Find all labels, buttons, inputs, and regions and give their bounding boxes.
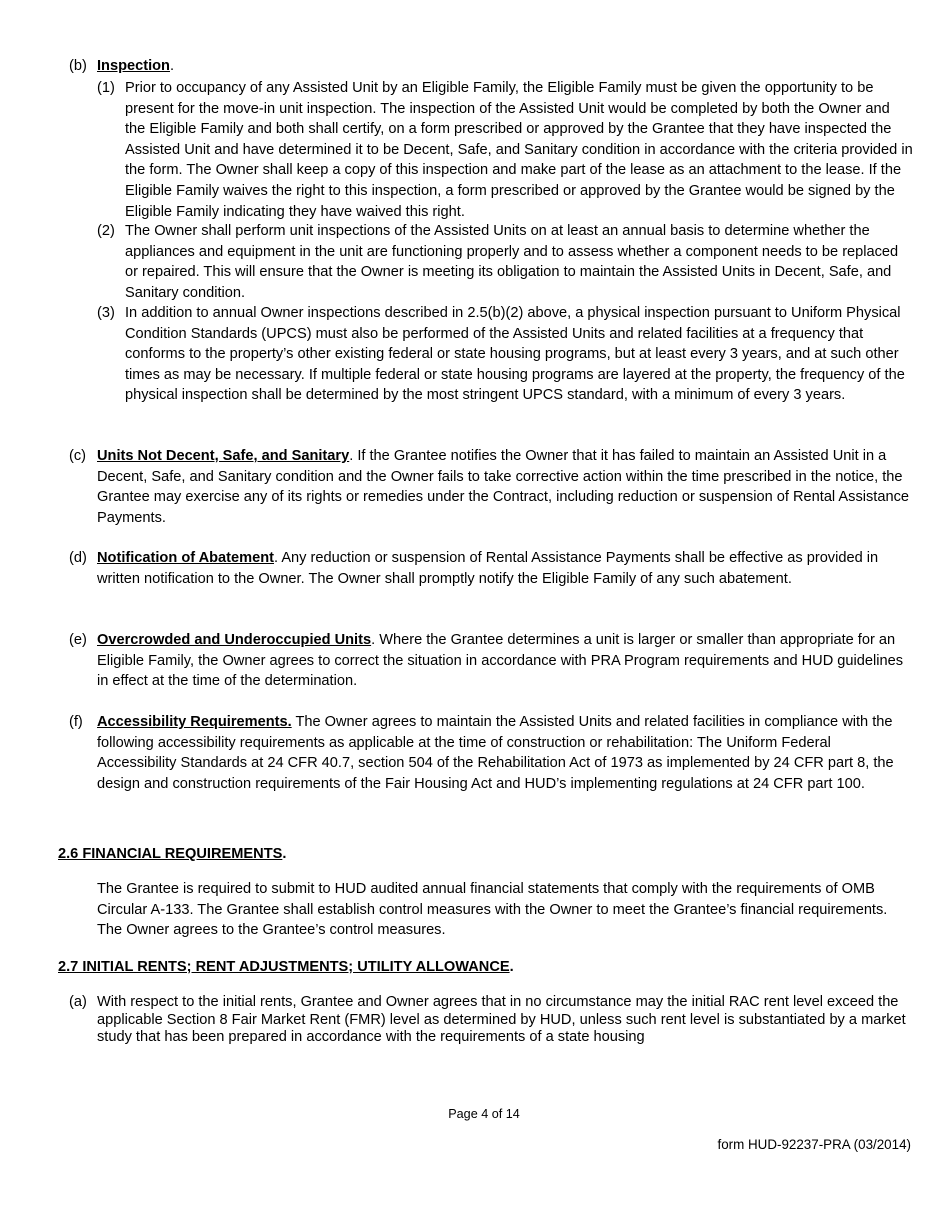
section-d-text: . Any reduction or suspension of Rental Assistance Payments shall be effective as provided in written notification to the Owner. The Owner shall promptly notify the Eligible Family of any such abatement. [97,550,879,587]
section-e-label: (e) [69,632,87,648]
item-b2-number: (2) [97,223,115,239]
section-f-text: The Owner agrees to maintain the Assisted Units and related facilities in compliance with the following accessibility requirements as applicable at the time of construction or rehabilitation: The Uniform Federal Accessibility Standards at 24 CFR 40.7, section 504 of the Rehabilitation Act of 1973 as implemented by 24 CFR part 8, the design and construction requirements of the Fair Housing Act and HUD’s implementing regulations at 24 CFR part 100. [97,714,894,792]
section-2-7-a-text: With respect to the initial rents, Grantee and Owner agrees that in no circumstance may the initial RAC rent level exceed the applicable Section 8 Fair Market Rent (FMR) level as determined by HUD, unless such rent level is substantiated by a market study that has been prepared in accordance with the requirements of a state housing [97,994,906,1045]
section-2-7-heading: 2.7 INITIAL RENTS; RENT ADJUSTMENTS; UTILITY ALLOWANCE [58,959,510,975]
section-2-6-paragraph: The Grantee is required to submit to HUD audited annual financial statements that comply with the requirements of OMB Circular A-133. The Grantee shall establish control measures with the Owner to meet the Grantee’s financial requirements. The Owner agrees to the Grantee’s control measures. [97,881,888,939]
form-identifier: form HUD-92237-PRA (03/2014) [717,1137,911,1152]
section-b-label: (b) [69,58,87,74]
section-d-heading: Notification of Abatement [97,550,275,566]
section-b-heading: Inspection [97,58,170,74]
section-e-paragraph [97,630,913,692]
section-d-label: (d) [69,550,87,566]
section-c-paragraph [97,446,913,528]
section-2-6-heading-line [58,844,286,864]
section-b-heading-punct: . [169,58,175,74]
item-b3-number: (3) [97,305,115,321]
section-f-label: (f) [69,714,83,730]
section-c-heading: Units Not Decent, Safe, and Sanitary [97,448,350,464]
section-2-6-heading-punct: . [282,846,287,862]
section-d-paragraph [97,548,913,589]
section-e-heading: Overcrowded and Underoccupied Units [97,632,372,648]
item-b2-text: The Owner shall perform unit inspections of the Assisted Units on at least an annual basis to determine whether the appliances and equipment in the unit are functioning properly and to assess whether a component needs to be replaced or repaired. This will ensure that the Owner is meeting its obligation to maintain the Assisted Units in Decent, Safe, and Sanitary condition. [125,223,899,301]
section-2-7-heading-line [58,957,514,977]
section-c-label: (c) [69,448,87,464]
page-number: Page 4 of 14 [448,1107,520,1121]
section-2-6-heading: 2.6 FINANCIAL REQUIREMENTS [58,846,283,862]
item-b3-text: In addition to annual Owner inspections described in 2.5(b)(2) above, a physical inspection pursuant to Uniform Physical Condition Standards (UPCS) must also be performed of the Assisted Units and related facilities at a frequency that conforms to the property’s other existing federal or state housing programs, but at least every 3 years, and at such other times as may be necessary. If multiple federal or state housing programs are layered at the property, the frequency of the physical inspection shall be determined by the most stringent UPCS standard, with a minimum of every 3 years. [125,305,905,404]
section-b-heading-line [97,56,174,77]
section-f-heading: Accessibility Requirements. [97,714,292,730]
section-c-text: . If the Grantee notifies the Owner that it has failed to maintain an Assisted Unit in a Decent, Safe, and Sanitary condition and the Owner fails to take corrective action within the time prescribed in the notice, the Grantee may exercise any of its rights or remedies under the Contract, including reduction or suspension of Rental Assistance Payments. [97,448,909,526]
item-b1-number: (1) [97,80,115,96]
section-e-text: . Where the Grantee determines a unit is larger or smaller than appropriate for an Eligible Family, the Owner agrees to correct the situation in accordance with PRA Program requirements and HUD guidelines in effect at the time of the determination. [97,632,904,690]
section-2-7-heading-punct: . [509,959,514,975]
section-f-paragraph [97,712,913,794]
section-2-7-a-label: (a) [69,994,87,1010]
item-b1-text: Prior to occupancy of any Assisted Unit by an Eligible Family, the Eligible Family must be given the opportunity to be present for the move-in unit inspection. The inspection of the Assisted Unit would be completed by both the Owner and the Eligible Family and both shall certify, on a form prescribed or approved by the Grantee that they have inspected the Assisted Unit and have determined it to be Decent, Safe, and Sanitary condition in accordance with the criteria provided in the form. The Owner shall keep a copy of this inspection and make part of the lease as an attachment to the lease. If the Eligible Family waives the right to this inspection, a form prescribed or approved by the Grantee would be signed by the Eligible Family indicating they have waived this right. [125,80,913,220]
